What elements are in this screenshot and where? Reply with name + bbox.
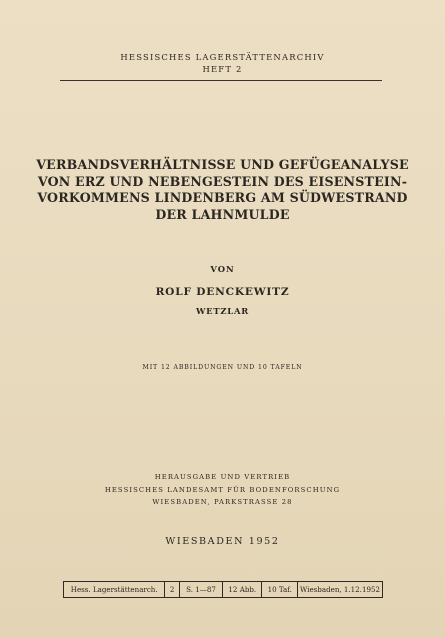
citation-issue: 2 [165,582,180,597]
header-rule [60,80,382,81]
title-line-4: DER LAHNMULDE [155,206,290,222]
author-city: WETZLAR [195,306,250,316]
citation-plates: 10 Taf. [262,582,298,597]
series-issue: HEFT 2 [202,64,243,74]
document-title [0,157,445,223]
citation-box [63,581,383,598]
title-line-3: VORKOMMENS LINDENBERG AM SÜDWESTRAND [37,190,408,205]
citation-journal: Hess. Lagerstättenarch. [64,582,165,597]
series-title: HESSISCHES LAGERSTÄTTENARCHIV [120,52,325,62]
series-header [0,51,445,75]
byline-von: VON [210,264,235,274]
illustrations-note: MIT 12 ABBILDUNGEN UND 10 TAFELN [142,364,303,371]
imprint: WIESBADEN 1952 [165,536,280,547]
citation-date: Wiesbaden, 1.12.1952 [300,585,380,594]
citation-pages: S. 1—87 [180,582,223,597]
title-line-1: VERBANDSVERHÄLTNISSE UND GEFÜGEANALYSE [36,157,409,172]
publisher-block [0,471,445,509]
publisher-line-1: HERAUSGABE UND VERTRIEB [154,473,291,481]
publisher-line-3: WIESBADEN, PARKSTRASSE 28 [152,498,293,506]
title-line-2: VON ERZ UND NEBENGESTEIN DES EISENSTEIN- [37,173,408,189]
publisher-line-2: HESSISCHES LANDESAMT FÜR BODENFORSCHUNG [104,485,341,494]
citation-figures: 12 Abb. [223,582,262,597]
author-name: ROLF DENCKEWITZ [155,286,290,298]
